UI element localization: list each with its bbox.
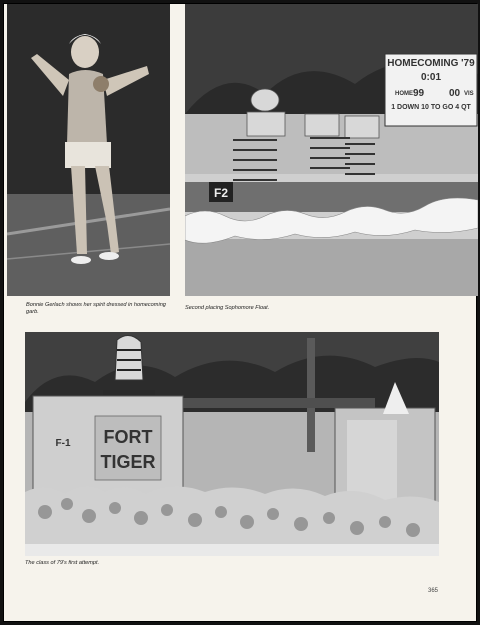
photo-cheerleader bbox=[7, 4, 170, 296]
scoreboard-visitor-label: VIS bbox=[464, 91, 474, 97]
photo-sophomore-float bbox=[185, 4, 478, 296]
photo-class-float bbox=[25, 332, 439, 556]
caption-sophomore-float: Second placing Sophomore Float. bbox=[185, 305, 270, 311]
scoreboard-title: HOMECOMING '79 bbox=[387, 58, 475, 69]
caption-class-float: The class of 79's first attempt. bbox=[25, 560, 100, 566]
scoreboard-clock: 0:01 bbox=[420, 72, 442, 83]
page-number: 365 bbox=[427, 588, 438, 594]
float-sign-line1: FORT bbox=[103, 427, 153, 447]
caption-cheerleader: Bonnie Gerlach shows her spirit dressed in homecoming garb. bbox=[26, 302, 166, 315]
yearbook-page bbox=[3, 3, 477, 622]
scoreboard-visitor-score: 00 bbox=[449, 88, 461, 99]
scoreboard-down-line: 1 DOWN 10 TO GO 4 QT bbox=[391, 104, 471, 111]
float-sign: F2 bbox=[213, 186, 229, 200]
float-side-tag: F-1 bbox=[55, 438, 71, 449]
scoreboard-home-label: HOME bbox=[395, 91, 413, 97]
float-sign-line2: TIGER bbox=[100, 452, 156, 472]
scoreboard-home-score: 99 bbox=[413, 88, 425, 99]
